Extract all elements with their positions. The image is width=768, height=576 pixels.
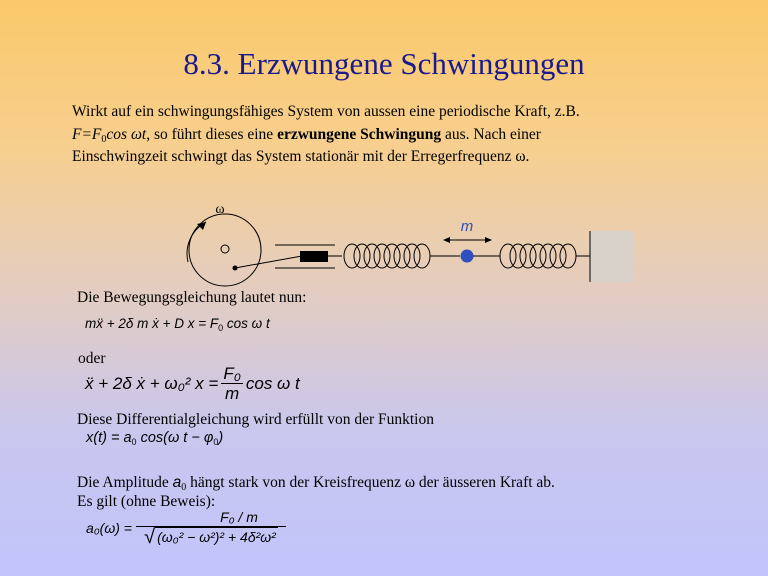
- spring-left: [344, 244, 460, 268]
- slide-title: 8.3. Erzwungene Schwingungen: [183, 46, 585, 81]
- eq2-numerator: F₀: [223, 364, 241, 383]
- intro-text-a: , so führt dieses eine: [146, 125, 278, 143]
- intro-bold-term: erzwungene Schwingung: [277, 125, 442, 143]
- equation-amplitude: [86, 508, 286, 547]
- eq2-denominator: m: [225, 384, 240, 403]
- intro-line-3: Einschwingzeit schwingt das System stationär mit der Erregerfrequenz ω.: [72, 148, 530, 165]
- amplitude-var: a: [172, 474, 182, 491]
- eq2-fraction: [221, 364, 243, 403]
- eq4-lhs: a₀(ω) =: [86, 519, 132, 536]
- eq3-c: ): [218, 430, 224, 446]
- amplitude-text-b: hängt stark von der Kreisfrequenz ω der äusseren Kraft ab.: [186, 474, 555, 491]
- eq2-rhs: cos ω t: [245, 373, 300, 393]
- mass-label: m: [460, 218, 474, 235]
- sqrt-sign-icon: √: [144, 526, 156, 548]
- intro-line-1: Wirkt auf ein schwingungsfähiges System von aussen eine periodische Kraft, z.B.: [72, 103, 580, 120]
- amplitude-text-a: Die Amplitude: [77, 474, 173, 491]
- eq4-sqrt: [144, 527, 278, 547]
- displacement-arrow-right-head: [485, 237, 492, 243]
- eq3-a: x(t) = a: [86, 430, 132, 446]
- motion-equation-label: Die Bewegungsgleichung lautet nun:: [77, 289, 307, 306]
- intro-text-b: aus. Nach einer: [441, 125, 541, 143]
- force-cos: cos ωt: [106, 125, 147, 143]
- spring-right: [473, 244, 590, 268]
- force-symbol: F=F: [72, 125, 102, 143]
- equation-normalized: [85, 364, 300, 403]
- eq1-rhs: cos ω t: [223, 316, 270, 331]
- oder-label: oder: [78, 350, 106, 367]
- intro-paragraph: [72, 101, 712, 169]
- amplitude-line-2: Es gilt (ohne Beweis):: [77, 493, 216, 510]
- amplitude-line-1: [77, 474, 555, 492]
- amplitude-sub: 0: [181, 482, 187, 493]
- piston: [300, 251, 328, 262]
- force-subscript: 0: [101, 133, 107, 145]
- eq4-denominator: (ω₀² − ω²)² + 4δ²ω²: [157, 529, 276, 545]
- wheel-axle: [221, 245, 229, 253]
- eq3-sub1: 0: [131, 437, 137, 447]
- mass-ball: [461, 250, 474, 263]
- eq1-lhs: mẍ + 2δ m ẋ + D x = F: [85, 316, 219, 331]
- eq4-fraction: [136, 508, 286, 547]
- eq1-sub: 0: [218, 323, 224, 333]
- intro-line-2: [72, 124, 712, 147]
- eq3-sub2: 0: [213, 437, 219, 447]
- wheel: [189, 214, 261, 286]
- eq3-b: cos(ω t − φ: [136, 430, 214, 446]
- dgl-label: Diese Differentialgleichung wird erfüllt von der Funktion: [77, 411, 434, 428]
- omega-label: ω: [215, 202, 225, 217]
- eq4-numerator: F₀ / m: [220, 509, 258, 525]
- equation-motion: [85, 316, 270, 331]
- equation-solution: [86, 430, 223, 446]
- wall: [590, 231, 634, 282]
- eq2-lhs: ẍ + 2δ ẋ + ω₀² x =: [85, 373, 219, 393]
- forced-oscillator-diagram: [170, 200, 640, 290]
- displacement-arrow-left-head: [443, 237, 450, 243]
- connecting-rod: [235, 256, 302, 268]
